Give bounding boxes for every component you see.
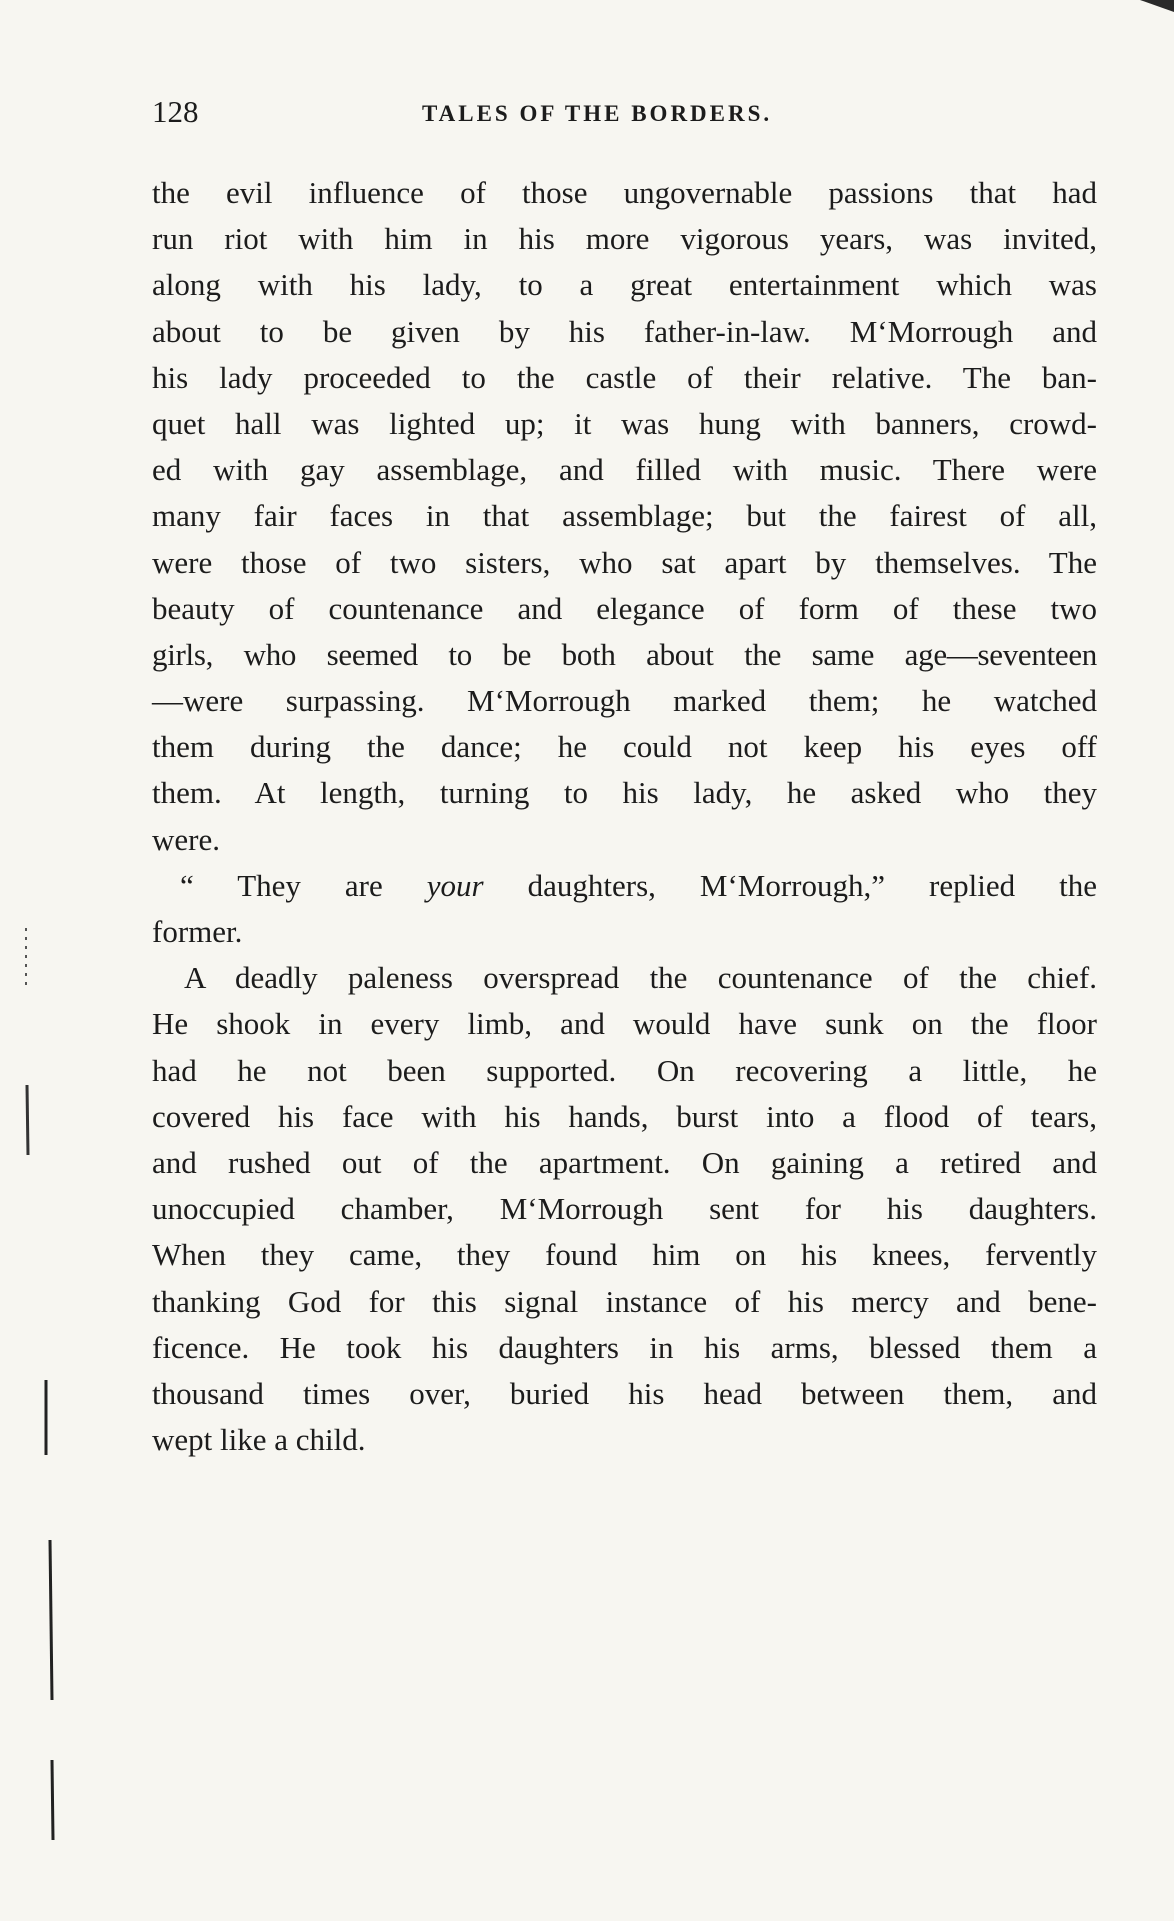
gutter-mark bbox=[52, 1760, 53, 1840]
paragraph-3 bbox=[152, 955, 1097, 1463]
paragraph-1 bbox=[152, 170, 1097, 863]
text-line: them. At length, turning to his lady, he asked who they bbox=[152, 775, 1097, 811]
text-line: beauty of countenance and elegance of form of these two bbox=[152, 590, 1097, 626]
quote-opening: “ They are bbox=[180, 867, 427, 903]
text-line: former. bbox=[152, 914, 243, 949]
text-line: run riot with him in his more vigorous years, was invited, bbox=[152, 221, 1097, 257]
quote-continuation: daughters, M‘Morrough,” replied the bbox=[483, 867, 1097, 903]
text-line: and rushed out of the apartment. On gaining a retired and bbox=[152, 1144, 1097, 1180]
corner-mark bbox=[1140, 0, 1174, 12]
gutter-mark bbox=[50, 1540, 52, 1700]
text-line: unoccupied chamber, M‘Morrough sent for his daughters. bbox=[152, 1191, 1097, 1227]
text-line bbox=[152, 863, 1097, 909]
text-line: many fair faces in that assemblage; but the fairest of all, bbox=[152, 498, 1097, 534]
text-line: He shook in every limb, and would have sunk on the floor bbox=[152, 1006, 1097, 1042]
text-line: ed with gay assemblage, and filled with music. There were bbox=[152, 452, 1097, 488]
text-line: —were surpassing. M‘Morrough marked them; he watched bbox=[152, 683, 1097, 719]
gutter-mark bbox=[27, 1085, 28, 1155]
text-line: his lady proceeded to the castle of their relative. The ban- bbox=[152, 359, 1097, 395]
text-line: them during the dance; he could not keep his eyes off bbox=[152, 729, 1097, 765]
page-number: 128 bbox=[152, 94, 199, 129]
text-line: about to be given by his father-in-law. M‘Morrough and bbox=[152, 313, 1097, 349]
text-line: When they came, they found him on his knees, fervently bbox=[152, 1237, 1097, 1273]
text-line: A deadly paleness overspread the countenance of the chief. bbox=[184, 960, 1097, 996]
emphasis-text: your bbox=[426, 867, 484, 903]
text-line: were those of two sisters, who sat apart by themselves. The bbox=[152, 544, 1097, 580]
text-line: covered his face with his hands, burst into a flood of tears, bbox=[152, 1098, 1097, 1134]
text-line: girls, who seemed to be both about the same age—seventeen bbox=[152, 636, 1097, 672]
text-line: quet hall was lighted up; it was hung with banners, crowd- bbox=[152, 405, 1097, 441]
body-text bbox=[152, 170, 1097, 1463]
text-line: along with his lady, to a great entertainment which was bbox=[152, 267, 1097, 303]
text-line: thousand times over, buried his head between them, and bbox=[152, 1375, 1097, 1411]
text-line: wept like a child. bbox=[152, 1422, 366, 1458]
text-line: thanking God for this signal instance of his mercy and bene- bbox=[152, 1283, 1097, 1319]
running-title: TALES OF THE BORDERS. bbox=[422, 101, 773, 126]
paragraph-2 bbox=[152, 863, 1097, 955]
running-head bbox=[152, 92, 1097, 132]
text-line: were. bbox=[152, 821, 220, 857]
text-line: ficence. He took his daughters in his arms, blessed them a bbox=[152, 1329, 1097, 1365]
text-line: the evil influence of those ungovernable passions that had bbox=[152, 175, 1097, 210]
text-line: had he not been supported. On recovering a little, he bbox=[152, 1052, 1097, 1088]
